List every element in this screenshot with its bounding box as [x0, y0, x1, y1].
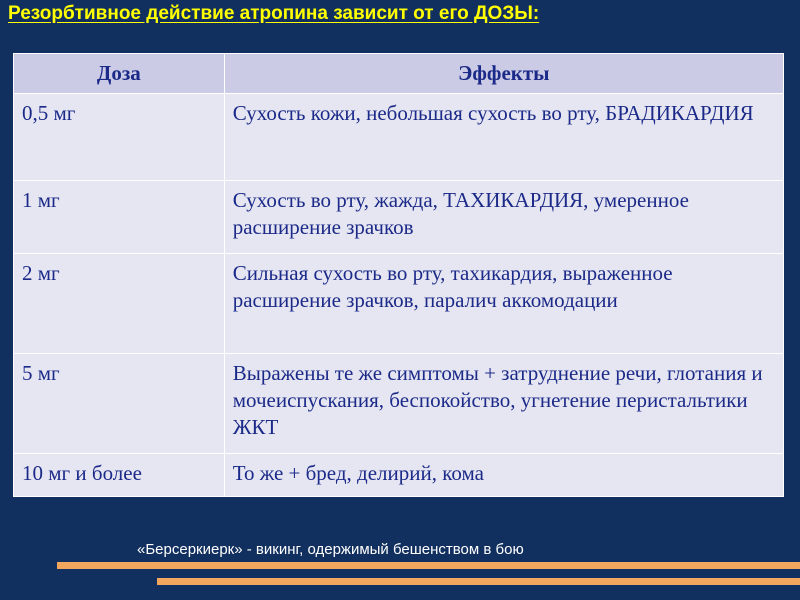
effects-cell: Сухость во рту, жажда, ТАХИКАРДИЯ, умеренное расширение зрачков — [224, 181, 783, 254]
table-row — [14, 354, 784, 454]
slide-title: Резорбтивное действие атропина зависит от его ДОЗЫ: — [8, 3, 540, 24]
dose-effects-table — [13, 53, 784, 497]
table-header-row — [14, 54, 784, 94]
effects-cell: Выражены те же симптомы + затруднение речи, глотания и мочеиспускания, беспокойство, угнетение перистальтики ЖКТ — [224, 354, 783, 454]
table-row — [14, 94, 784, 181]
table-row — [14, 254, 784, 354]
header-dose: Доза — [14, 54, 225, 94]
dose-cell: 10 мг и более — [14, 454, 225, 497]
dose-cell: 0,5 мг — [14, 94, 225, 181]
dose-cell: 1 мг — [14, 181, 225, 254]
table-row — [14, 454, 784, 497]
footnote: «Берсеркиерк» - викинг, одержимый бешенством в бою — [137, 541, 524, 558]
dose-cell: 5 мг — [14, 354, 225, 454]
decorative-stripe-upper — [57, 562, 800, 569]
header-effects: Эффекты — [224, 54, 783, 94]
table-row — [14, 181, 784, 254]
dose-cell: 2 мг — [14, 254, 225, 354]
effects-cell: То же + бред, делирий, кома — [224, 454, 783, 497]
effects-cell: Сильная сухость во рту, тахикардия, выраженное расширение зрачков, паралич аккомодации — [224, 254, 783, 354]
decorative-stripe-lower — [157, 578, 800, 585]
effects-cell: Сухость кожи, небольшая сухость во рту, БРАДИКАРДИЯ — [224, 94, 783, 181]
